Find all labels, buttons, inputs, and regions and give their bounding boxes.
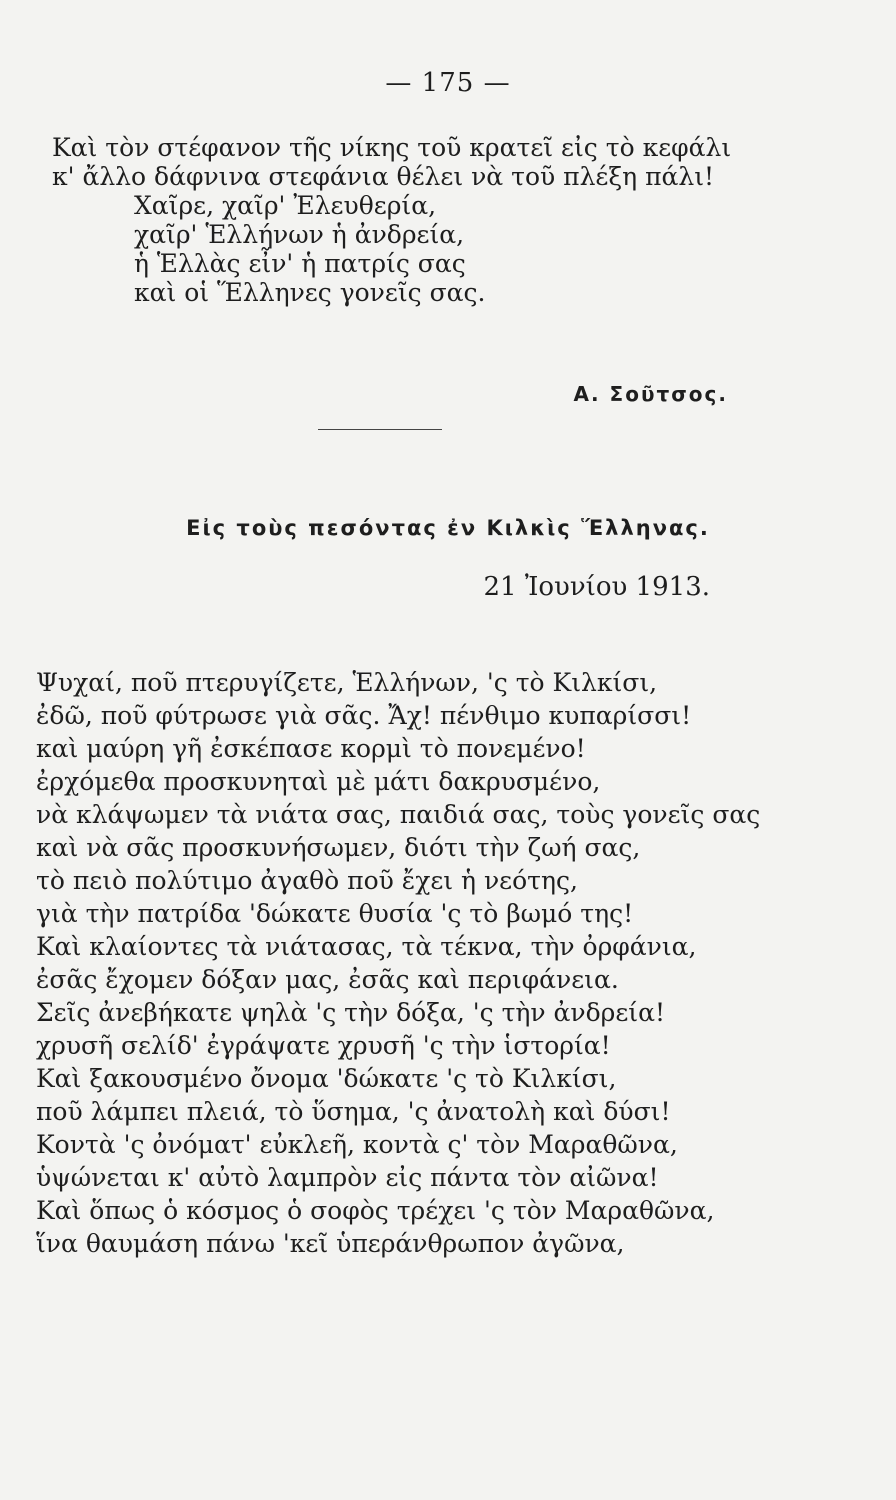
- poem-date: 21 Ἰουνίου 1913.: [483, 572, 710, 602]
- verse-line: Σεῖς ἀνεβήκατε ψηλὰ 'ς τὴν δόξα, 'ς τὴν ἀνδρεία!: [36, 998, 666, 1027]
- verse-line: τὸ πειὸ πολύτιμο ἀγαθὸ ποῦ ἔχει ἡ νεότης,: [36, 866, 578, 895]
- verse-line: Κοντὰ 'ς ὀνόματ' εὐκλεῆ, κοντὰ ς' τὸν Μαραθῶνα,: [36, 1130, 678, 1159]
- verse-line: ποῦ λάμπει πλειά, τὸ ὕσημα, 'ς ἀνατολὴ καὶ δύσι!: [36, 1097, 671, 1126]
- verse-line: Καὶ ξακουσμένο ὄνομα 'δώκατε 'ς τὸ Κιλκίσι,: [36, 1064, 617, 1093]
- verse-line: Καὶ τὸν στέφανον τῆς νίκης τοῦ κρατεῖ εἰς τὸ κεφάλι: [52, 133, 732, 162]
- verse-line: χαῖρ' Ἑλλήνων ἡ ἀνδρεία,: [134, 220, 465, 249]
- poem-second-body: [36, 666, 760, 1260]
- verse-line: ἐσᾶς ἔχομεν δόξαν μας, ἐσᾶς καὶ περιφάνεια.: [36, 965, 619, 994]
- verse-line: Χαῖρε, χαῖρ' Ἐλευθερία,: [134, 191, 437, 220]
- verse-line: κ' ἄλλο δάφνινα στεφάνια θέλει νὰ τοῦ πλέξη πάλι!: [52, 162, 715, 191]
- verse-line: χρυσῆ σελίδ' ἐγράψατε χρυσῆ 'ς τὴν ἱστορία!: [36, 1031, 611, 1060]
- verse-line: νὰ κλάψωμεν τὰ νιάτα σας, παιδιά σας, τοὺς γονεῖς σας: [36, 800, 761, 829]
- section-divider: [318, 429, 442, 430]
- verse-line: καὶ οἱ Ἕλληνες γονεῖς σας.: [134, 278, 486, 307]
- verse-line: ἐδῶ, ποῦ φύτρωσε γιὰ σᾶς. Ἄχ! πένθιμο κυπαρίσσι!: [36, 701, 692, 730]
- poem-title: Εἰς τοὺς πεσόντας ἐν Κιλκὶς Ἕλληνας.: [186, 516, 710, 540]
- page-number: — 175 —: [385, 68, 511, 98]
- verse-line: Καὶ ὅπως ὁ κόσμος ὁ σοφὸς τρέχει 'ς τὸν Μαραθῶνα,: [36, 1196, 715, 1225]
- verse-line: ἡ Ἑλλὰς εἶν' ἡ πατρίς σας: [134, 249, 466, 278]
- verse-line: Καὶ κλαίοντες τὰ νιάτασας, τὰ τέκνα, τὴν ὀρφάνια,: [36, 932, 697, 961]
- verse-line: ὑψώνεται κ' αὐτὸ λαμπρὸν εἰς πάντα τὸν αἰῶνα!: [36, 1163, 659, 1192]
- verse-line: ἐρχόμεθα προσκυνηταὶ μὲ μάτι δακρυσμένο,: [36, 767, 601, 796]
- verse-line: καὶ μαύρη γῆ ἐσκέπασε κορμὶ τὸ πονεμένο!: [36, 734, 586, 763]
- poem-first-verse: [52, 133, 731, 307]
- author-signature: Α. Σοῦτσος.: [573, 382, 728, 406]
- verse-line: καὶ νὰ σᾶς προσκυνήσωμεν, διότι τὴν ζωή σας,: [36, 833, 641, 862]
- verse-line: ἵνα θαυμάση πάνω 'κεῖ ὑπεράνθρωπον ἀγῶνα,: [36, 1229, 625, 1258]
- verse-line: γιὰ τὴν πατρίδα 'δώκατε θυσία 'ς τὸ βωμό της!: [36, 899, 634, 928]
- verse-line: Ψυχαί, ποῦ πτερυγίζετε, Ἑλλήνων, 'ς τὸ Κιλκίσι,: [36, 668, 658, 697]
